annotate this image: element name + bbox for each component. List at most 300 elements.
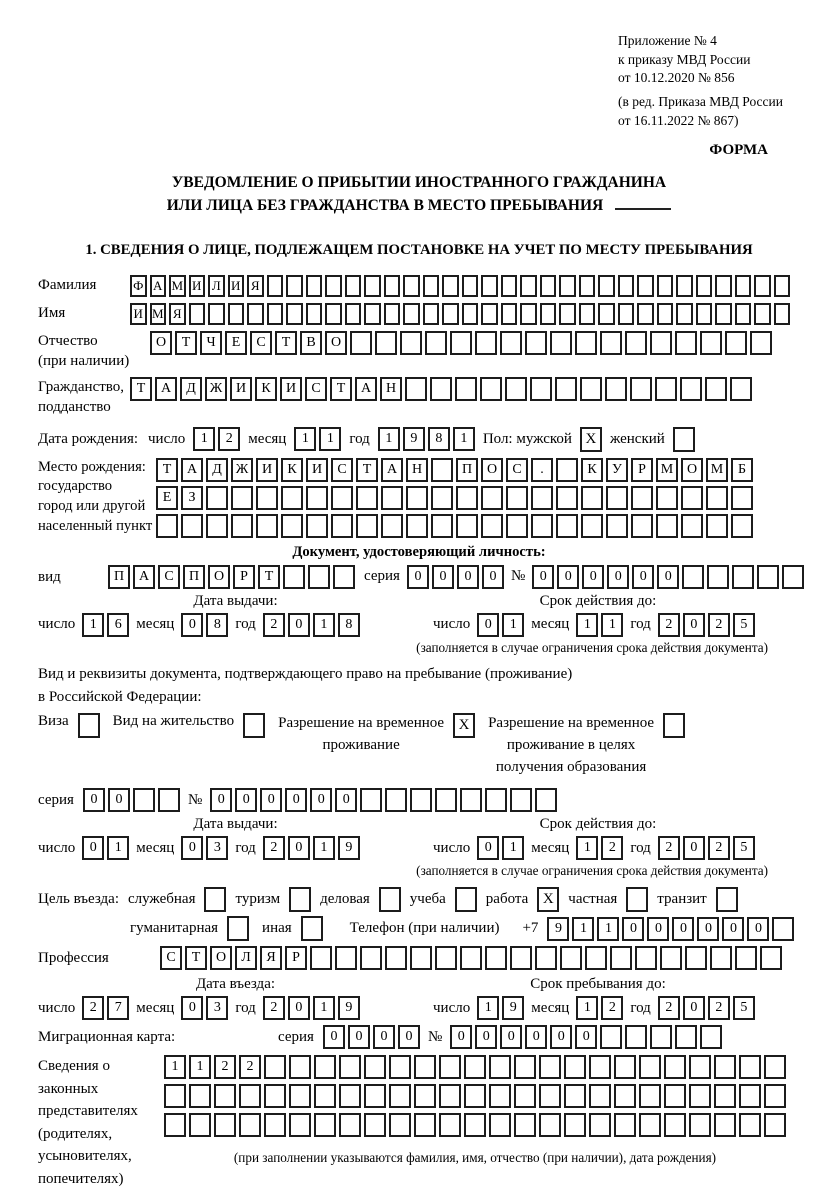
form-cell — [456, 486, 478, 510]
birth-year-cells — [378, 427, 475, 451]
form-cell: 0 — [260, 788, 282, 812]
month-label: месяц — [531, 999, 570, 1016]
form-cell — [281, 486, 303, 510]
form-cell — [660, 946, 682, 970]
form-cell — [206, 514, 228, 538]
form-cell — [442, 275, 459, 297]
form-cell — [206, 486, 228, 510]
stay-until-date — [433, 996, 755, 1020]
form-cell — [410, 946, 432, 970]
form-cell — [164, 1113, 186, 1137]
ref-note-line: (в ред. Приказа МВД России — [618, 93, 783, 109]
reference-block — [618, 32, 818, 130]
form-label: ФОРМА — [709, 142, 768, 159]
residence-valid-month-cells — [576, 836, 623, 860]
form-cell: 0 — [210, 788, 232, 812]
form-cell — [431, 458, 453, 482]
form-cell: Я — [260, 946, 282, 970]
form-cell — [375, 331, 397, 355]
identity-vid-cells — [108, 565, 355, 589]
residence-dates — [38, 836, 800, 860]
form-cell: 1 — [319, 427, 341, 451]
form-cell: С — [331, 458, 353, 482]
form-cell — [314, 1113, 336, 1137]
form-cell — [500, 331, 522, 355]
form-cell — [731, 486, 753, 510]
entry-date-header: Дата въезда: — [195, 976, 276, 993]
form-cell — [598, 275, 615, 297]
form-cell — [214, 1113, 236, 1137]
temp-residence-checkbox: X — [453, 713, 475, 738]
field-birth-date — [38, 427, 800, 452]
purpose-business-checkbox — [204, 887, 226, 912]
form-cell — [715, 275, 732, 297]
form-cell: 9 — [338, 836, 360, 860]
purpose-tourism-checkbox — [289, 887, 311, 912]
male-checkbox: X — [580, 427, 602, 452]
form-cell — [406, 514, 428, 538]
form-cell: О — [681, 458, 703, 482]
form-cell — [431, 514, 453, 538]
form-cell — [510, 946, 532, 970]
form-cell: 0 — [432, 565, 454, 589]
residence-doc-options — [38, 713, 800, 778]
form-cell — [423, 303, 440, 325]
form-cell: К — [255, 377, 277, 401]
form-cell — [306, 486, 328, 510]
form-cell — [410, 788, 432, 812]
year-label: год — [235, 616, 256, 633]
phone-prefix: +7 — [522, 920, 539, 937]
form-cell — [231, 514, 253, 538]
form-cell — [600, 331, 622, 355]
form-cell — [550, 331, 572, 355]
seriya-label: серия — [364, 568, 400, 585]
form-cell — [381, 514, 403, 538]
residence-issued-year-cells — [263, 836, 360, 860]
form-cell: 2 — [708, 613, 730, 637]
form-cell — [501, 303, 518, 325]
form-cell: З — [181, 486, 203, 510]
form-cell — [631, 486, 653, 510]
form-cell — [506, 514, 528, 538]
identity-seriya-cells — [407, 565, 504, 589]
year-label: год — [349, 430, 370, 447]
form-cell: Т — [156, 458, 178, 482]
form-cell: М — [169, 275, 186, 297]
form-cell: 0 — [622, 917, 644, 941]
form-cell: 0 — [288, 836, 310, 860]
purpose-row-2: гуманитарная иная Телефон (при наличии) +7 9 1 1 0 0 0 0 0 0 — [38, 916, 800, 941]
form-cell — [676, 303, 693, 325]
form-cell — [580, 377, 602, 401]
day-label: число — [38, 839, 76, 856]
form-cell — [481, 275, 498, 297]
form-cell: 0 — [477, 836, 499, 860]
form-cell — [158, 788, 180, 812]
month-label: месяц — [136, 839, 175, 856]
form-cell: Л — [208, 275, 225, 297]
entry-arrived-date — [38, 996, 433, 1020]
form-cell — [403, 275, 420, 297]
option-temp-residence-education: Разрешение на временное проживание в целях получения образования — [488, 713, 685, 778]
form-cell: 1 — [502, 836, 524, 860]
form-cell — [657, 275, 674, 297]
field-firstname — [38, 303, 800, 325]
form-cell — [535, 788, 557, 812]
identity-valid-month-cells — [576, 613, 623, 637]
form-cell — [283, 565, 305, 589]
form-cell — [339, 1055, 361, 1079]
form-cell — [754, 303, 771, 325]
identity-doc-row — [38, 565, 800, 589]
form-cell: С — [158, 565, 180, 589]
form-cell — [156, 514, 178, 538]
form-cell: Е — [225, 331, 247, 355]
form-cell — [689, 1084, 711, 1108]
field-migration-card — [38, 1025, 800, 1049]
form-cell — [389, 1084, 411, 1108]
visa-checkbox — [78, 713, 100, 738]
form-cell — [385, 946, 407, 970]
form-cell — [715, 303, 732, 325]
form-cell — [314, 1084, 336, 1108]
form-cell — [539, 1113, 561, 1137]
form-cell: И — [130, 303, 147, 325]
form-cell — [635, 946, 657, 970]
form-cell — [530, 377, 552, 401]
identity-issued-year-cells — [263, 613, 360, 637]
residence-valid-day-cells — [477, 836, 524, 860]
form-cell — [564, 1084, 586, 1108]
form-cell: Ж — [205, 377, 227, 401]
field-birth-place — [38, 458, 800, 538]
form-cell — [706, 514, 728, 538]
seriya-label: серия — [278, 1028, 314, 1045]
form-cell — [637, 303, 654, 325]
form-cell — [714, 1055, 736, 1079]
form-cell: 1 — [82, 613, 104, 637]
form-cell — [435, 788, 457, 812]
form-cell: 2 — [708, 996, 730, 1020]
residence-valid-year-cells — [658, 836, 755, 860]
form-cell — [289, 1113, 311, 1137]
ref-line: от 10.12.2020 № 856 — [618, 70, 735, 86]
residence-seriya-cells — [83, 788, 180, 812]
form-cell — [306, 514, 328, 538]
form-cell: 0 — [398, 1025, 420, 1049]
form-cell: Ф — [130, 275, 147, 297]
form-cell: Ж — [231, 458, 253, 482]
form-cell — [696, 303, 713, 325]
form-cell — [631, 514, 653, 538]
form-cell — [585, 946, 607, 970]
form-cell — [339, 1113, 361, 1137]
form-cell — [333, 565, 355, 589]
form-cell — [481, 514, 503, 538]
form-cell — [464, 1113, 486, 1137]
form-cell — [464, 1084, 486, 1108]
form-cell — [689, 1055, 711, 1079]
identity-doc-heading: Документ, удостоверяющий личность: — [292, 543, 546, 560]
purpose-transit-checkbox — [716, 887, 738, 912]
form-cell: 1 — [576, 613, 598, 637]
form-cell: 9 — [338, 996, 360, 1020]
form-cell — [364, 1084, 386, 1108]
form-cell — [739, 1084, 761, 1108]
form-cell — [505, 377, 527, 401]
form-cell: 0 — [582, 565, 604, 589]
identity-valid-day-cells — [477, 613, 524, 637]
form-cell — [525, 331, 547, 355]
form-cell: 0 — [181, 996, 203, 1020]
form-cell — [514, 1084, 536, 1108]
form-cell — [228, 303, 245, 325]
migration-num-cells — [450, 1025, 722, 1049]
form-cell — [481, 486, 503, 510]
form-cell: 0 — [181, 836, 203, 860]
form-cell — [739, 1113, 761, 1137]
form-cell: Р — [631, 458, 653, 482]
form-cell — [714, 1084, 736, 1108]
residence-date-headers — [38, 816, 800, 833]
form-cell — [682, 565, 704, 589]
form-cell — [189, 1113, 211, 1137]
form-cell: М — [706, 458, 728, 482]
form-cell: 2 — [658, 613, 680, 637]
firstname-cells — [130, 303, 790, 325]
form-cell — [706, 486, 728, 510]
ref-line: к приказу МВД России — [618, 51, 751, 67]
form-cell — [462, 275, 479, 297]
form-cell: К — [581, 458, 603, 482]
form-cell: 0 — [181, 613, 203, 637]
form-cell — [520, 275, 537, 297]
form-cell: 1 — [502, 613, 524, 637]
form-cell: 0 — [657, 565, 679, 589]
profession-label: Профессия — [38, 950, 109, 967]
day-label: число — [38, 999, 76, 1016]
form-cell — [286, 275, 303, 297]
form-cell — [360, 788, 382, 812]
form-cell: 0 — [285, 788, 307, 812]
day-label: число — [38, 616, 76, 633]
form-cell — [764, 1084, 786, 1108]
form-cell — [439, 1055, 461, 1079]
form-cell: 0 — [672, 917, 694, 941]
form-cell — [685, 946, 707, 970]
form-cell: 9 — [403, 427, 425, 451]
month-label: месяц — [531, 616, 570, 633]
title-line-2: ИЛИ ЛИЦА БЕЗ ГРАЖДАНСТВА В МЕСТО ПРЕБЫВАНИЯ — [38, 194, 800, 217]
representatives-note: (при заполнении указываются фамилия, имя, отчество (при наличии), дата рождения) — [233, 1150, 717, 1166]
form-cell — [764, 1113, 786, 1137]
form-cell: 9 — [547, 917, 569, 941]
form-cell: Т — [130, 377, 152, 401]
form-cell: 2 — [658, 996, 680, 1020]
form-cell: П — [456, 458, 478, 482]
form-cell: 0 — [747, 917, 769, 941]
form-cell: 2 — [601, 836, 623, 860]
form-cell — [555, 377, 577, 401]
form-cell — [575, 331, 597, 355]
form-cell: П — [183, 565, 205, 589]
form-cell — [356, 486, 378, 510]
field-surname — [38, 275, 800, 297]
year-label: год — [630, 839, 651, 856]
form-cell: 1 — [313, 836, 335, 860]
form-cell — [264, 1084, 286, 1108]
form-cell — [339, 1084, 361, 1108]
form-cell: 0 — [683, 836, 705, 860]
temp-residence-education-checkbox — [663, 713, 685, 738]
form-cell — [539, 1084, 561, 1108]
num-label: № — [510, 568, 526, 585]
form-cell — [306, 275, 323, 297]
section1-heading: 1. СВЕДЕНИЯ О ЛИЦЕ, ПОДЛЕЖАЩЕМ ПОСТАНОВКЕ НА УЧЕТ ПО МЕСТУ ПРЕБЫВАНИЯ — [85, 241, 753, 258]
form-cell: 2 — [601, 996, 623, 1020]
form-cell: 6 — [107, 613, 129, 637]
form-cell — [531, 514, 553, 538]
form-cell: 1 — [453, 427, 475, 451]
form-cell — [455, 377, 477, 401]
form-cell: 0 — [335, 788, 357, 812]
form-cell — [630, 377, 652, 401]
form-cell: 3 — [206, 996, 228, 1020]
form-cell — [754, 275, 771, 297]
birth-month-cells — [294, 427, 341, 451]
form-cell — [385, 788, 407, 812]
form-cell — [735, 946, 757, 970]
form-cell: 0 — [550, 1025, 572, 1049]
phone-cells — [547, 917, 794, 941]
ref-line: Приложение № 4 — [618, 33, 717, 48]
surname-cells — [130, 275, 790, 297]
form-cell — [489, 1084, 511, 1108]
form-cell: 2 — [214, 1055, 236, 1079]
form-cell: 0 — [683, 613, 705, 637]
form-cell — [540, 303, 557, 325]
surname-label: Фамилия — [38, 276, 97, 293]
form-cell — [707, 565, 729, 589]
form-cell — [464, 1055, 486, 1079]
form-cell: 5 — [733, 996, 755, 1020]
form-cell: Н — [380, 377, 402, 401]
form-cell — [381, 486, 403, 510]
firstname-label: Имя — [38, 304, 66, 321]
form-cell — [208, 303, 225, 325]
identity-num-cells — [532, 565, 804, 589]
identity-valid-year-cells — [658, 613, 755, 637]
form-cell — [579, 303, 596, 325]
form-cell — [247, 303, 264, 325]
form-cell: 1 — [378, 427, 400, 451]
form-cell: А — [355, 377, 377, 401]
form-cell — [456, 514, 478, 538]
identity-vid-label: вид — [38, 568, 61, 585]
day-label: число — [433, 999, 471, 1016]
valid-until-header: Срок действия до: — [539, 816, 657, 833]
form-cell: А — [150, 275, 167, 297]
form-cell — [540, 275, 557, 297]
migration-card-label: Миграционная карта: — [38, 1029, 176, 1046]
form-cell — [614, 1084, 636, 1108]
form-cell — [281, 514, 303, 538]
form-cell — [133, 788, 155, 812]
residence-issued-date — [38, 836, 433, 860]
form-cell — [689, 1113, 711, 1137]
form-cell — [539, 1055, 561, 1079]
form-cell — [732, 565, 754, 589]
citizenship-label: Гражданство, подданство — [38, 379, 125, 416]
form-cell — [181, 514, 203, 538]
form-cell: В — [300, 331, 322, 355]
form-cell — [485, 788, 507, 812]
form-cell — [556, 514, 578, 538]
form-cell — [189, 1084, 211, 1108]
num-label: № — [187, 791, 203, 808]
form-cell — [774, 303, 791, 325]
purpose-other-checkbox — [301, 916, 323, 941]
form-cell — [308, 565, 330, 589]
phone-label: Телефон (при наличии) — [349, 920, 500, 937]
form-cell: 0 — [477, 613, 499, 637]
form-cell: 1 — [313, 996, 335, 1020]
form-cell — [681, 514, 703, 538]
purpose-row-1: Цель въезда: служебная туризм деловая учеба работа X частная транзит — [38, 887, 800, 912]
validity-note: (заполняется в случае ограничения срока действия документа) — [416, 863, 768, 879]
form-cell: 3 — [206, 836, 228, 860]
form-cell: О — [208, 565, 230, 589]
form-cell — [681, 486, 703, 510]
form-cell — [356, 514, 378, 538]
form-cell — [650, 1025, 672, 1049]
form-cell — [331, 486, 353, 510]
form-cell: А — [155, 377, 177, 401]
entry-month-cells — [181, 996, 228, 1020]
residence-num-cells — [210, 788, 557, 812]
form-cell — [439, 1113, 461, 1137]
form-cell — [514, 1055, 536, 1079]
form-cell: Т — [175, 331, 197, 355]
form-cell — [650, 331, 672, 355]
form-cell — [564, 1113, 586, 1137]
form-cell — [364, 1055, 386, 1079]
form-cell — [625, 331, 647, 355]
form-cell — [239, 1084, 261, 1108]
form-cell: 8 — [206, 613, 228, 637]
form-cell: 2 — [708, 836, 730, 860]
residence-doc-intro: Вид и реквизиты документа, подтверждающего право на пребывание (проживание) в Российской Федерации: — [38, 665, 573, 705]
form-cell: И — [228, 275, 245, 297]
day-label: число — [148, 430, 186, 447]
form-cell — [485, 946, 507, 970]
form-cell — [400, 331, 422, 355]
form-cell: С — [250, 331, 272, 355]
form-cell — [696, 275, 713, 297]
form-cell: Ч — [200, 331, 222, 355]
birth-place-row1 — [156, 458, 753, 482]
issue-date-header: Дата выдачи: — [193, 592, 278, 609]
form-cell — [675, 1025, 697, 1049]
form-cell: С — [160, 946, 182, 970]
form-cell — [680, 377, 702, 401]
form-cell: 2 — [239, 1055, 261, 1079]
form-cell — [289, 1084, 311, 1108]
form-cell: И — [230, 377, 252, 401]
form-cell — [314, 1055, 336, 1079]
form-cell: Л — [235, 946, 257, 970]
